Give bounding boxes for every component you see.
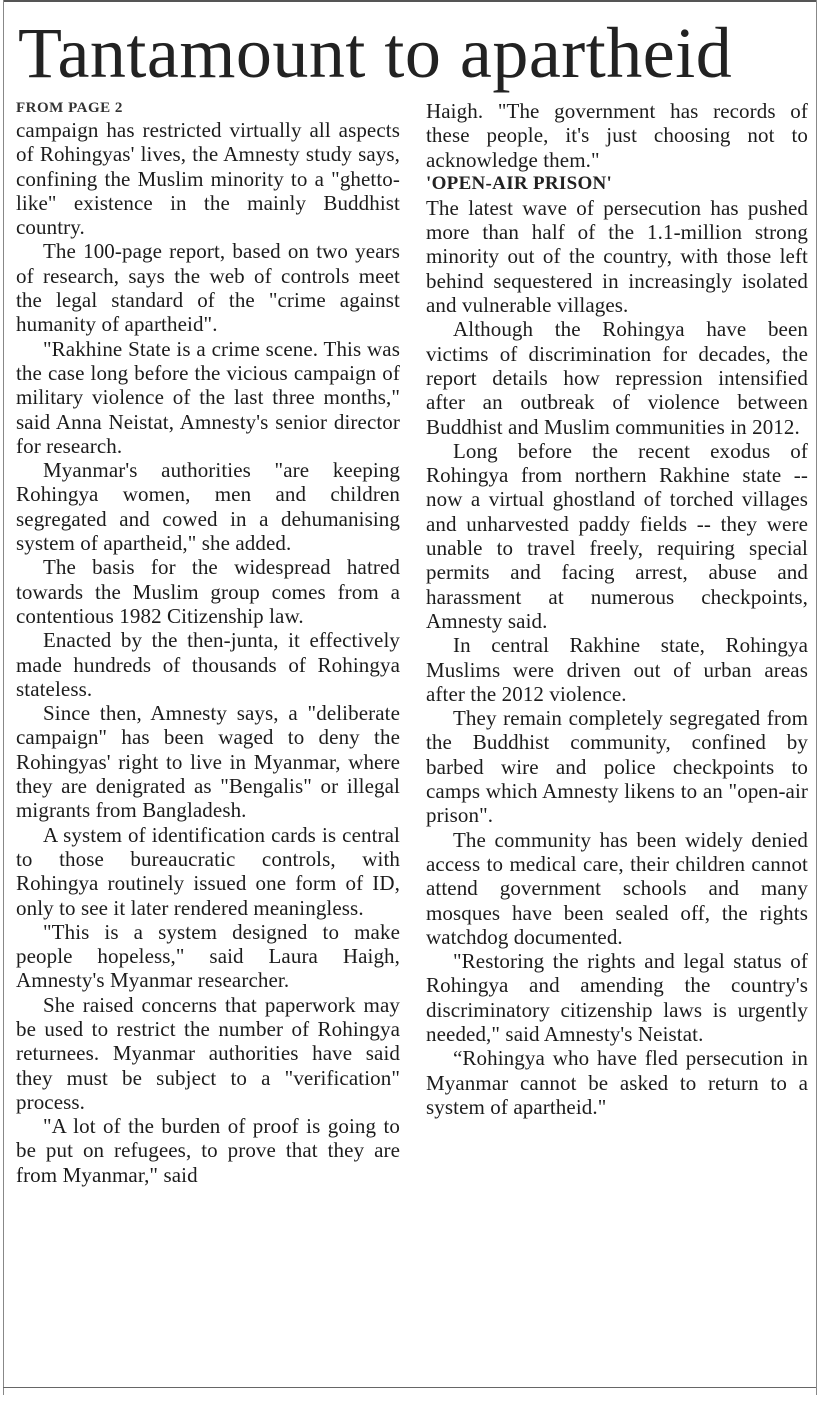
paragraph: The community has been widely denied access to medical care, their children cannot attend government schools and many mosques have been sealed off, the rights watchdog documented. — [426, 827, 808, 949]
left-column — [16, 99, 400, 1187]
paragraph: The 100-page report, based on two years of research, says the web of controls meet the legal standard of the "crime against humanity of apartheid". — [16, 239, 400, 337]
paragraph: They remain completely segregated from the Buddhist community, confined by barbed wire and police checkpoints to camps which Amnesty likens to an "open-air prison". — [426, 706, 808, 828]
bottom-rule — [3, 1387, 816, 1388]
right-border — [816, 0, 817, 1395]
paragraph: Myanmar's authorities "are keeping Rohingya women, men and children segregated and cowed in a dehumanising system of apartheid," she added. — [16, 458, 400, 556]
paragraph: The latest wave of persecution has pushed more than half of the 1.1-million strong minority out of the country, with those left behind sequestered in increasingly isolated and vulnerable villages. — [426, 195, 808, 318]
paragraph: Although the Rohingya have been victims of discrimination for decades, the report details how repression intensified after an outbreak of violence between Buddhist and Muslim communities in 2012. — [426, 317, 808, 439]
paragraph: Enacted by the then-junta, it effectively made hundreds of thousands of Rohingya stateless. — [16, 628, 400, 701]
paragraph: “Rohingya who have fled persecution in Myanmar cannot be asked to return to a system of apartheid." — [426, 1046, 808, 1119]
paragraph: "A lot of the burden of proof is going to be put on refugees, to prove that they are from Myanmar," said — [16, 1114, 400, 1187]
paragraph: "This is a system designed to make people hopeless," said Laura Haigh, Amnesty's Myanmar researcher. — [16, 919, 400, 993]
jump-line: FROM PAGE 2 — [16, 100, 123, 116]
paragraph: She raised concerns that paperwork may be used to restrict the number of Rohingya returnees. Myanmar authorities have said they must be subject to a "verification" process. — [16, 992, 400, 1114]
paragraph-continued: Haigh. "The government has records of these people, it's just choosing not to acknowledge them." — [426, 99, 808, 172]
subhead: 'OPEN-AIR PRISON' — [426, 172, 613, 194]
paragraph: The basis for the widespread hatred towards the Muslim group comes from a contentious 1982 Citizenship law. — [16, 555, 400, 628]
left-border — [3, 0, 4, 1395]
paragraph: Since then, Amnesty says, a "deliberate campaign" has been waged to deny the Rohingyas' right to live in Myanmar, where they are denigrated as "Bengalis" or illegal migrants from Bangladesh. — [16, 701, 400, 823]
right-column — [426, 99, 808, 1119]
paragraph: In central Rakhine state, Rohingya Muslims were driven out of urban areas after the 2012 violence. — [426, 633, 808, 706]
headline: Tantamount to apartheid — [18, 13, 733, 93]
paragraph: A system of identification cards is central to those bureaucratic controls, with Rohingya routinely issued one form of ID, only to see it later rendered meaningless. — [16, 822, 400, 920]
paragraph: campaign has restricted virtually all aspects of Rohingyas' lives, the Amnesty study says, confining the Muslim minority to a "ghetto-like" existence in the mainly Buddhist country. — [16, 118, 400, 240]
top-rule — [3, 0, 816, 2]
paragraph: Long before the recent exodus of Rohingya from northern Rakhine state -- now a virtual ghostland of torched villages and unharvested paddy fields -- they were unable to travel freely, requiring special permits and facing arrest, abuse and harassment at numerous checkpoints, Amnesty said. — [426, 438, 808, 633]
paragraph: "Restoring the rights and legal status of Rohingya and amending the country's discriminatory citizenship laws is urgently needed," said Amnesty's Neistat. — [426, 949, 808, 1046]
paragraph: "Rakhine State is a crime scene. This was the case long before the vicious campaign of military violence of the last three months," said Anna Neistat, Amnesty's senior director for research. — [16, 336, 400, 458]
